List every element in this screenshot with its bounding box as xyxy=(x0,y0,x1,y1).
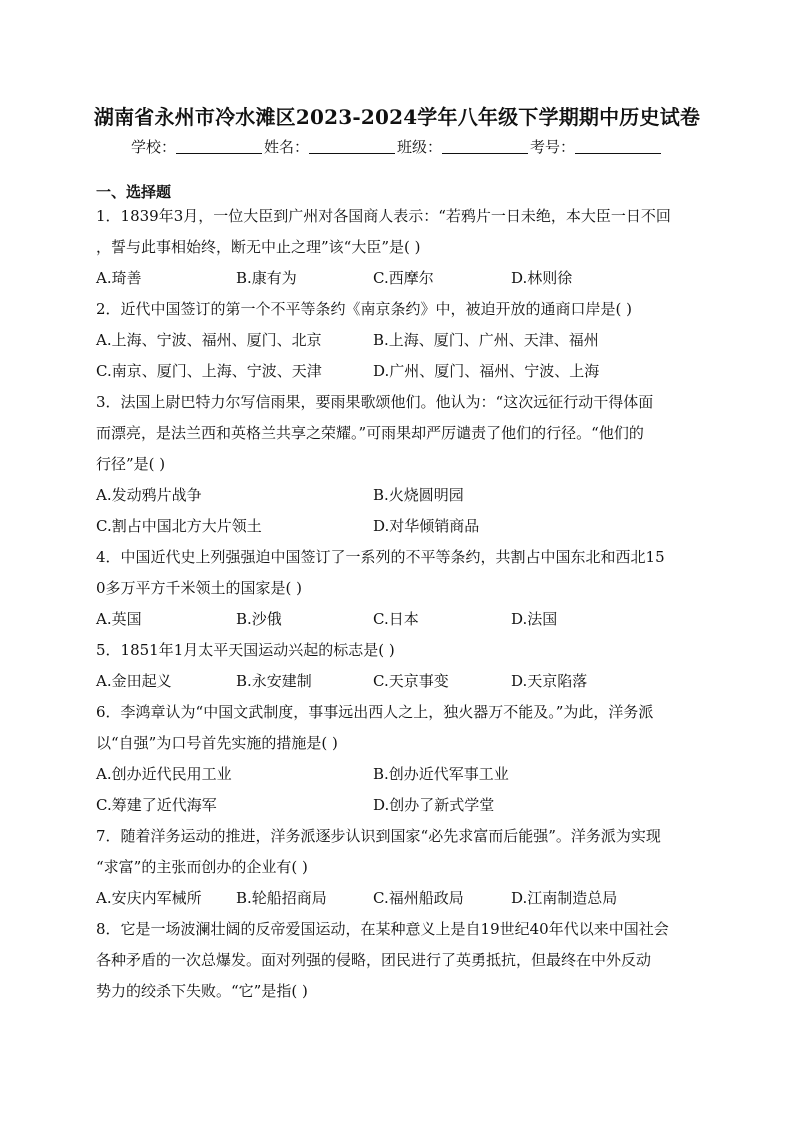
name-blank[interactable] xyxy=(309,139,395,154)
class-blank[interactable] xyxy=(442,139,528,154)
option-c: C.天京事变 xyxy=(373,672,449,690)
question-text: 4．中国近代史上列强强迫中国签订了一系列的不平等条约，共割占中国东北和西北15 xyxy=(96,548,665,566)
option-c: C.南京、厦门、上海、宁波、天津 xyxy=(96,362,322,380)
question-text: 3．法国上尉巴特力尔写信雨果，要雨果歌颂他们。他认为：“这次远征行动干得体面 xyxy=(96,393,654,411)
option-c: C.割占中国北方大片领土 xyxy=(96,517,262,535)
option-b: B.轮船招商局 xyxy=(236,889,327,907)
question-text: 势力的绞杀下失败。“它”是指( ) xyxy=(96,982,308,1000)
question-text: 行径”是( ) xyxy=(96,455,166,473)
question-text: 2．近代中国签订的第一个不平等条约《南京条约》中，被迫开放的通商口岸是( ) xyxy=(96,300,633,318)
option-c: C.西摩尔 xyxy=(373,269,434,287)
option-a: A.安庆内军械所 xyxy=(96,889,202,907)
question-text: 而漂亮，是法兰西和英格兰共享之荣耀。”可雨果却严厉谴责了他们的行径。“他们的 xyxy=(96,424,644,442)
question-text: 6．李鸿章认为“中国文武制度，事事远出西人之上，独火器万不能及。”为此，洋务派 xyxy=(96,703,654,721)
option-a: A.金田起义 xyxy=(96,672,172,690)
option-c: C.筹建了近代海军 xyxy=(96,796,217,814)
option-d: D.天京陷落 xyxy=(511,672,588,690)
option-a: A.创办近代民用工业 xyxy=(96,765,232,783)
option-d: D.林则徐 xyxy=(511,269,573,287)
option-a: A.上海、宁波、福州、厦门、北京 xyxy=(96,331,322,349)
question-text: 5．1851年1月太平天国运动兴起的标志是( ) xyxy=(96,641,395,659)
question-text: “求富”的主张而创办的企业有( ) xyxy=(96,858,308,876)
option-d: D.创办了新式学堂 xyxy=(373,796,495,814)
option-b: B.火烧圆明园 xyxy=(373,486,464,504)
question-text: ，誓与此事相始终，断无中止之理”该“大臣”是( ) xyxy=(96,238,421,256)
option-a: A.英国 xyxy=(96,610,142,628)
option-a: A.琦善 xyxy=(96,269,142,287)
option-c: C.福州船政局 xyxy=(373,889,464,907)
question-text: 8．它是一场波澜壮阔的反帝爱国运动，在某种意义上是自19世纪40年代以来中国社会 xyxy=(96,920,669,938)
option-b: B.永安建制 xyxy=(236,672,312,690)
school-label: 学校： xyxy=(130,138,176,156)
option-b: B.康有为 xyxy=(236,269,297,287)
option-d: D.对华倾销商品 xyxy=(373,517,480,535)
option-d: D.法国 xyxy=(511,610,558,628)
question-text: 7．随着洋务运动的推进，洋务派逐步认识到国家“必先求富而后能强”。洋务派为实现 xyxy=(96,827,661,845)
section-heading: 一、选择题 xyxy=(96,183,172,201)
exam-title: 湖南省永州市冷水滩区2023-2024学年八年级下学期期中历史试卷 xyxy=(93,105,701,129)
number-blank[interactable] xyxy=(575,139,661,154)
number-label: 考号： xyxy=(530,138,576,156)
question-text: 各种矛盾的一次总爆发。面对列强的侵略，团民进行了英勇抵抗，但最终在中外反动 xyxy=(96,951,652,969)
option-c: C.日本 xyxy=(373,610,419,628)
option-b: B.上海、厦门、广州、天津、福州 xyxy=(373,331,599,349)
question-text: 0多万平方千米领土的国家是( ) xyxy=(96,579,303,597)
school-blank[interactable] xyxy=(176,139,262,154)
question-text: 1．1839年3月，一位大臣到广州对各国商人表示：“若鸦片一日未绝，本大臣一日不回 xyxy=(96,207,671,225)
option-b: B.沙俄 xyxy=(236,610,282,628)
option-b: B.创办近代军事工业 xyxy=(373,765,509,783)
class-label: 班级： xyxy=(397,138,443,156)
option-d: D.广州、厦门、福州、宁波、上海 xyxy=(373,362,600,380)
student-info-row xyxy=(0,136,794,157)
option-a: A.发动鸦片战争 xyxy=(96,486,202,504)
question-text: 以“自强”为口号首先实施的措施是( ) xyxy=(96,734,338,752)
option-d: D.江南制造总局 xyxy=(511,889,618,907)
name-label: 姓名： xyxy=(263,138,309,156)
